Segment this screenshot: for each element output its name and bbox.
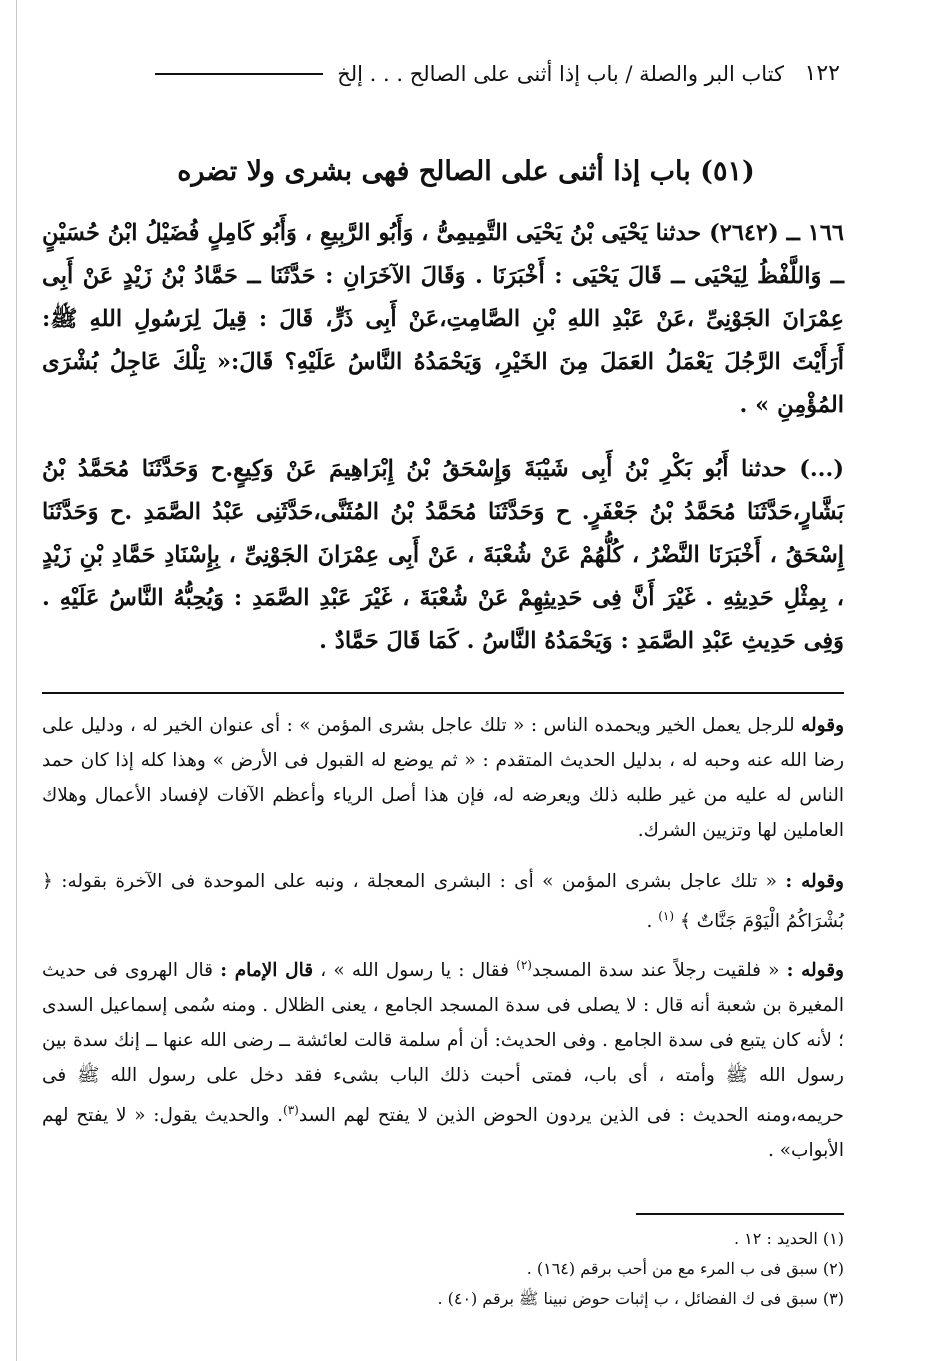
commentary-paragraph <box>42 864 844 939</box>
hadith-paragraph: (...) حدثنا أَبُو بَكْرِ بْنُ أَبِى شَيْبَةَ وَإِسْحَقُ بْنُ إِبْرَاهِيمَ عَنْ وَكِيعٍ.ح وَحَدَّثَنَا مُحَمَّدُ بْنُ بَشَّارٍ،حَدَّثَنَا مُحَمَّدُ بْنُ جَعْفَرٍ. ح وَحَدَّثَنَا مُحَمَّدُ بْنُ المُثَنَّى،حَدَّثَنِى عَبْدُ الصَّمَدِ .ح وَحَدَّثَنَا إِسْحَقُ ، أَخْبَرَنَا النَّضْرُ ، كُلُّهُمْ عَنْ شُعْبَةَ ، عَنْ أَبِى عِمْرَانَ الجَوْنِىِّ ، بِإِسْنَادِ حَمَّادِ بْنِ زَيْدٍ ، بِمِثْلِ حَدِيثِهِ . غَيْرَ أَنَّ فِى حَدِيثِهِمْ عَنْ شُعْبَةَ ، غَيْرَ عَبْدِ الصَّمَدِ : وَيُحِبُّهُ النَّاسُ عَلَيْهِ . وَفِى حَدِيثِ عَبْدِ الصَّمَدِ : وَيَحْمَدُهُ النَّاسُ . كَمَا قَالَ حَمَّادٌ . <box>42 456 844 654</box>
commentary-separator <box>42 692 844 694</box>
commentary-block <box>42 708 844 848</box>
commentary-paragraph <box>42 708 844 848</box>
footnote: (٢) سبق فى ب المرء مع من أحب برقم (١٦٤) . <box>526 1259 844 1278</box>
footnotes <box>42 1224 844 1314</box>
running-title: كتاب البر والصلة / باب إذا أثنى على الصالح . . . إلخ <box>337 62 784 86</box>
header-rule <box>155 73 323 75</box>
hadith-text <box>42 212 844 427</box>
commentary-text: « فلقيت رجلاً عند سدة المسجد <box>531 960 787 982</box>
commentary-text-end: . <box>646 911 659 933</box>
commentary-lead: وقوله <box>801 715 844 736</box>
commentary-block <box>42 864 844 939</box>
footnote: (٣) سبق فى ك الفضائل ، ب إثبات حوض نبينا ﷺ برقم (٤٠) . <box>437 1289 844 1308</box>
running-header <box>48 56 784 92</box>
commentary-text: « تلك عاجل بشرى المؤمن » أى : البشرى المعجلة ، ونبه على الموحدة فى الآخرة بقوله: ﴿ بُشْرَاكُمُ الْيَوْمَ جَنَّاتٌ ﴾ <box>42 871 844 933</box>
commentary-text: . والحديث يقول: « لا يفتح لهم الأبواب» . <box>42 1105 844 1162</box>
chapter-title: (٥١) باب إذا أثنى على الصالح فهى بشرى ولا تضره <box>177 156 755 187</box>
commentary-block <box>42 948 844 1168</box>
hadith-text <box>42 448 844 663</box>
commentary-lead-imam: قال الإمام : <box>220 960 314 982</box>
commentary-text: للرجل يعمل الخير ويحمده الناس : « تلك عاجل بشرى المؤمن » : أى عنوان الخير له ، ودليل على رضا الله عنه وحبه له ، بدليل الحديث المتقدم : « ثم يوضع له القبول فى الأرض » وهذا كله إذا كان حمد الناس له عليه من غير طلبه ذلك ويعرضه له، فإن هذا أصل الرياء وأعظم الآفات لإفساد الأعمال وهلاك العاملين لها وتزيين الشرك. <box>42 715 844 841</box>
commentary-paragraph <box>42 948 844 1168</box>
hadith-paragraph: ١٦٦ ــ (٢٦٤٢) حدثنا يَحْيَى بْنُ يَحْيَى التَّمِيمِىُّ ، وَأَبُو الرَّبِيعِ ، وَأَبُو كَامِلٍ فُضَيْلُ ابْنُ حُسَيْنٍ ــ وَاللَّفْظُ لِيَحْيَى ــ قَالَ يَحْيَى : أَخْبَرَنَا . وَقَالَ الآخَرَانِ : حَدَّثَنَا ــ حَمَّادُ بْنُ زَيْدٍ عَنْ أَبِى عِمْرَانَ الجَوْنِىِّ ،عَنْ عَبْدِ اللهِ بْنِ الصَّامِتِ،عَنْ أَبِى ذَرٍّ، قَالَ : قِيلَ لِرَسُولِ اللهِ ﷺ: أَرَأَيْتَ الرَّجُلَ يَعْمَلُ العَمَلَ مِنَ الخَيْرِ، وَيَحْمَدُهُ النَّاسُ عَلَيْهِ؟ قَالَ:« تِلْكَ عَاجِلُ بُشْرَى المُؤْمِنِ » . <box>42 220 844 418</box>
commentary-text: قال الهروى فى حديث المغيرة بن شعبة أنه قال : لا يصلى فى سدة المسجد الجامع ، يعنى الظلال . ومنه سُمى إسماعيل السدى ؛ لأنه كان يتبع فى سدة الجامع . وفى الحديث: أن أم سلمة قالت لعائشة ــ رضى الله عنها ــ إنك سدة بين رسول الله ﷺ وأمته ، أى باب، فمتى أحبت ذلك الباب بشىء فقد دخل على رسول الله ﷺ فى حريمه،ومنه الحديث : فى الذين يردون الحوض الذين لا يفتح لهم السد <box>42 960 844 1127</box>
page-number: ١٢٢ <box>804 61 840 86</box>
footnote-ref: (١) <box>658 909 675 923</box>
footnote-ref: (٢) <box>516 958 532 972</box>
footnote: (١) الحديد : ١٢ . <box>734 1229 844 1248</box>
footnote-rule <box>636 1213 844 1215</box>
footnote-ref: (٣) <box>283 1103 299 1118</box>
commentary-text: فقال : يا رسول الله » ، <box>320 960 517 982</box>
page-edge-line <box>16 0 17 1361</box>
commentary-lead: وقوله : <box>785 871 844 892</box>
commentary-lead: وقوله : <box>786 960 844 982</box>
